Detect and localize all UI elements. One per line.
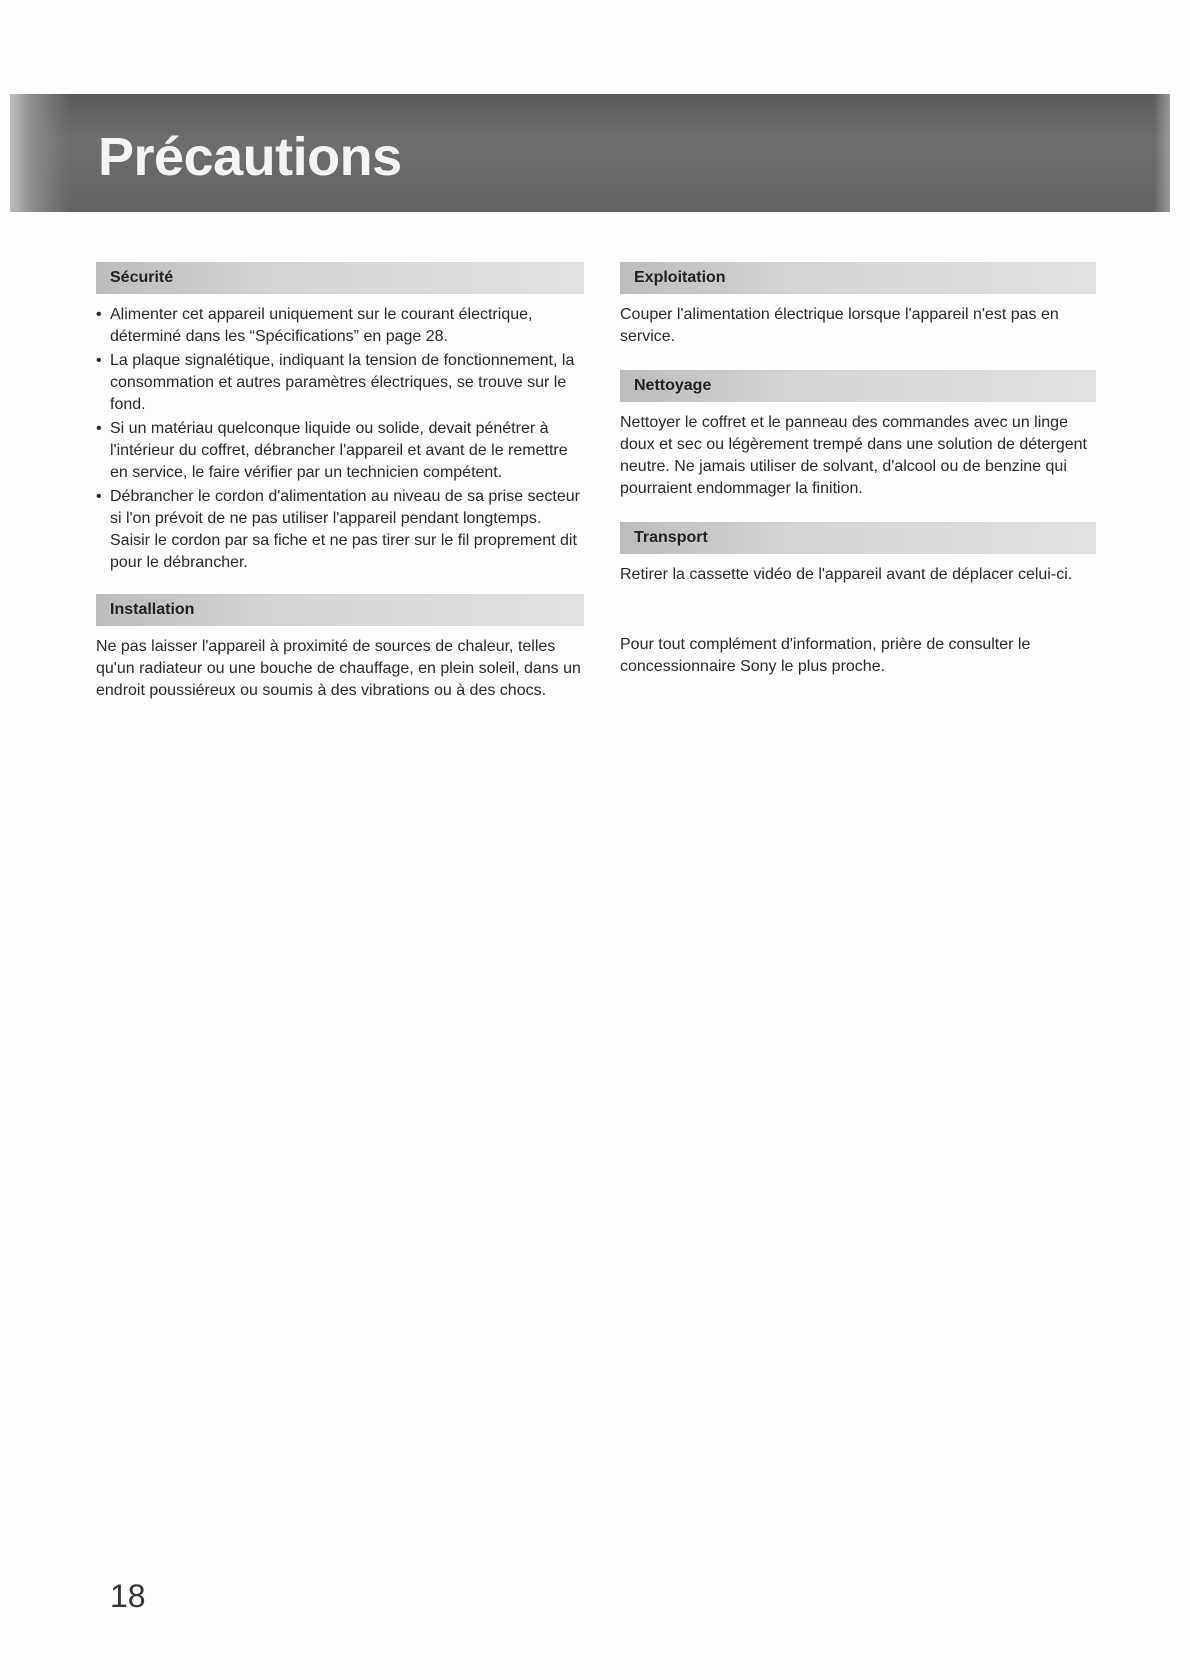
page-number: 18 — [110, 1578, 146, 1614]
section-heading-exploitation: Exploitation — [620, 262, 1096, 294]
footer-note: Pour tout complément d'information, prière de consulter le concessionnaire Sony le plus proche. — [620, 636, 1031, 675]
list-item: • Débrancher le cordon d'alimentation au niveau de sa prise secteur si l'on prévoit de ne pas utiliser l'appareil pendant longtemps. Saisir le cordon par sa fiche et ne pas tirer sur le fil proprement dit pour le débrancher. — [96, 486, 584, 574]
list-item: • Si un matériau quelconque liquide ou solide, devait pénétrer à l'intérieur du coffret, débrancher l'appareil et avant de le remettre en service, le faire vérifier par un technicien compétent. — [96, 418, 584, 484]
section-heading-securite: Sécurité — [96, 262, 584, 294]
right-column — [620, 262, 1096, 678]
installation-text: Ne pas laisser l'appareil à proximité de sources de chaleur, telles qu'un radiateur ou une bouche de chauffage, en plein soleil, dans un endroit poussiéreux ou soumis à des vibrations ou à des chocs. — [96, 638, 581, 699]
section-heading-transport: Transport — [620, 522, 1096, 554]
nettoyage-text: Nettoyer le coffret et le panneau des commandes avec un linge doux et sec ou légèrement trempé dans une solution de détergent neutre. Ne jamais utiliser de solvant, d'alcool ou de benzine qui pourraient endommager la finition. — [620, 414, 1087, 497]
list-item: • La plaque signalétique, indiquant la tension de fonctionnement, la consommation et autres paramètres électriques, se trouve sur le fond. — [96, 350, 584, 416]
section-heading-installation: Installation — [96, 594, 584, 626]
exploitation-text: Couper l'alimentation électrique lorsque l'appareil n'est pas en service. — [620, 306, 1059, 345]
list-item: • Alimenter cet appareil uniquement sur le courant électrique, déterminé dans les “Spécifications” en page 28. — [96, 304, 584, 348]
page-title: Précautions — [98, 127, 402, 187]
section-heading-nettoyage: Nettoyage — [620, 370, 1096, 402]
title-banner — [10, 94, 1170, 212]
securite-list — [96, 304, 584, 574]
left-column — [96, 262, 584, 702]
transport-text: Retirer la cassette vidéo de l'appareil avant de déplacer celui-ci. — [620, 566, 1073, 583]
